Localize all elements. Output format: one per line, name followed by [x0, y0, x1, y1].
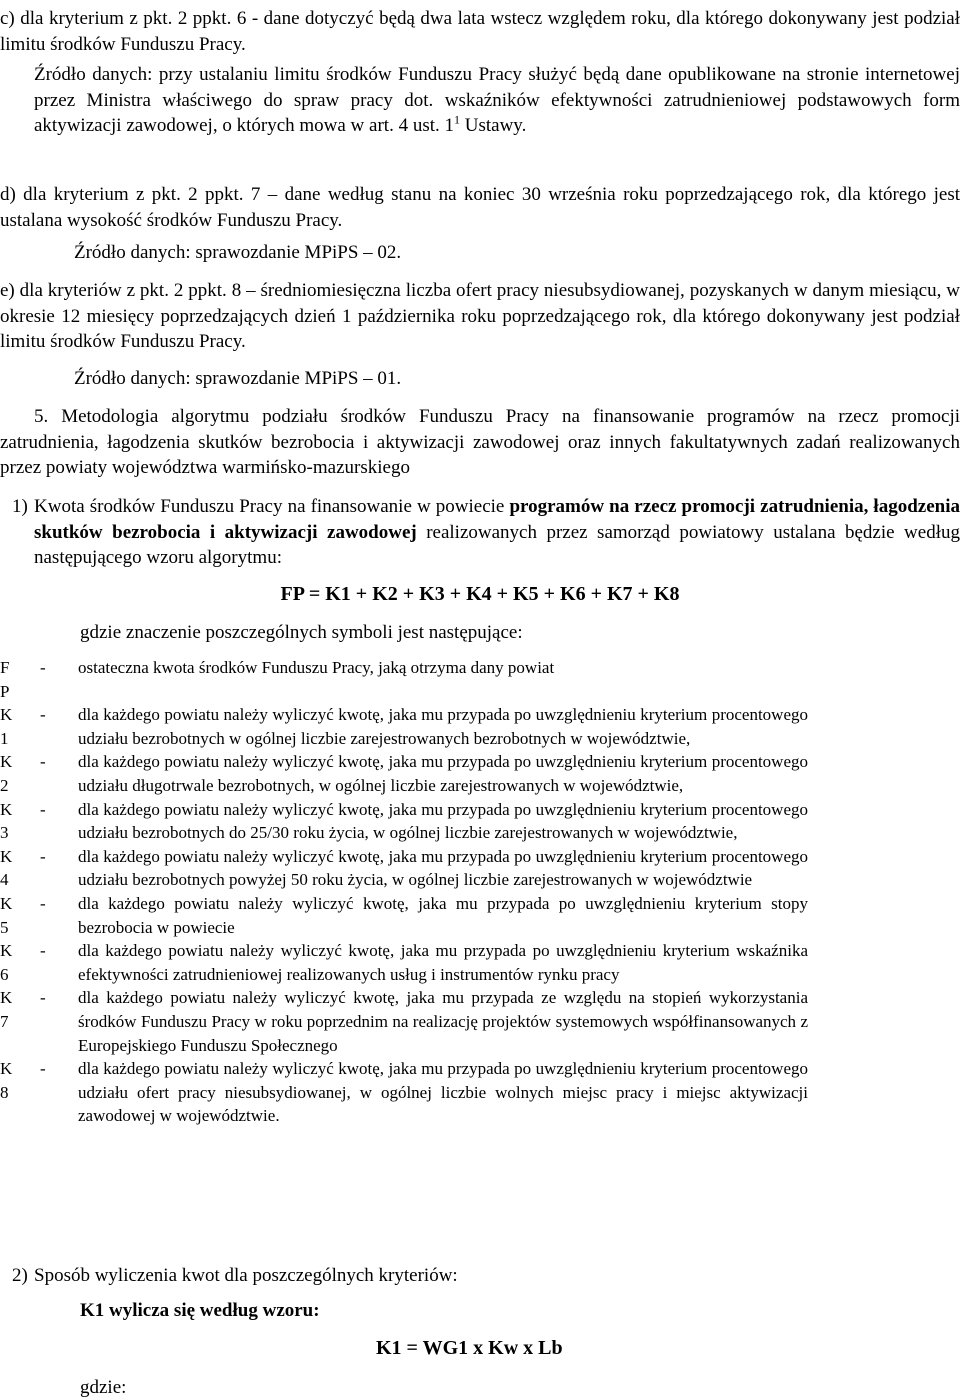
symbol-char: 2: [0, 775, 9, 795]
symbol-letter: [0, 750, 40, 797]
item-1-text: [34, 494, 960, 571]
symbol-dash: -: [40, 846, 46, 866]
symbol-description: ostateczna kwota środków Funduszu Pracy, jaką otrzyma dany powiat: [78, 658, 555, 677]
symbol-row: [0, 1057, 960, 1128]
source-note-d: Źródło danych: sprawozdanie MPiPS – 02.: [74, 242, 402, 263]
symbol-char: K: [0, 752, 13, 772]
symbol-letter: [0, 845, 40, 892]
symbol-description: dla każdego powiatu należy wyliczyć kwotę, jaka mu przypada po uwzględnieniu kryterium procentowego udziału bezrobotnych w ogólnej liczbie zarejestrowanych bezrobotnych w województwie,: [78, 705, 808, 748]
section-5: [0, 404, 960, 481]
symbol-description: dla każdego powiatu należy wyliczyć kwotę, jaka mu przypada po uwzględnieniu kryterium stopy bezrobocia w powiecie: [78, 893, 808, 937]
paragraph-c: c) dla kryterium z pkt. 2 ppkt. 6 - dane dotyczyć będą dwa lata wstecz względem roku, dla którego dokonywany jest podział limitu środków Funduszu Pracy.: [0, 8, 960, 55]
legend-intro: gdzie znaczenie poszczególnych symboli jest następujące:: [80, 622, 523, 643]
symbol-description: dla każdego powiatu należy wyliczyć kwotę, jaka mu przypada ze względu na stopień wykorzystania środków Funduszu Pracy w roku poprzednim na realizację projektów systemowych współfinansowanych z Europejskiego Funduszu Społecznego: [78, 988, 808, 1055]
symbol-description: dla każdego powiatu należy wyliczyć kwotę, jaka mu przypada po uwzględnieniu kryterium procentowego udziału ofert pracy niesubsydiowanej, w ogólnej liczbie wolnych miejsc pracy i miejsc aktywizacji zawodowej w województwie.: [78, 1059, 808, 1126]
symbol-char: F: [0, 658, 10, 677]
source-note-c: [34, 62, 960, 139]
symbol-char: 5: [0, 917, 9, 937]
symbol-row: [0, 798, 960, 845]
symbol-letter: [0, 656, 40, 703]
k1-heading: K1 wylicza się według wzoru:: [80, 1300, 320, 1321]
symbol-char: 6: [0, 964, 9, 984]
symbol-dash: -: [40, 988, 46, 1008]
item-2-text: Sposób wyliczenia kwot dla poszczególnych kryteriów:: [34, 1265, 458, 1286]
symbol-dash: -: [40, 705, 46, 725]
symbol-char: 4: [0, 870, 9, 890]
item-1-text-bold: programów na rzecz promocji zatrudnienia, łagodzenia skutków bezrobocia i aktywizacji zawodowej: [34, 496, 960, 543]
item-2-number: 2): [12, 1265, 28, 1286]
symbol-letter: [0, 1057, 40, 1128]
symbol-char: 3: [0, 823, 9, 843]
gdzie-label: gdzie:: [80, 1377, 127, 1398]
symbol-char: 7: [0, 1011, 9, 1031]
source-note-c-text: Źródło danych: przy ustalaniu limitu środków Funduszu Pracy służyć będą dane opublikowane na stronie internetowej przez Ministra właściwego do spraw pracy dot. wskaźników efektywności zatrudnieniowej podstawowych form aktywizacji zawodowej, o których mowa w art. 4 ust. 1: [34, 64, 960, 136]
symbol-row: [0, 656, 960, 703]
formula-fp: FP = K1 + K2 + K3 + K4 + K5 + K6 + K7 + K8: [280, 583, 680, 605]
symbol-row: [0, 986, 960, 1057]
item-1-text-after: realizowanych przez samorząd powiatowy ustalana będzie według następującego wzoru algorytmu:: [34, 521, 960, 568]
symbol-description: dla każdego powiatu należy wyliczyć kwotę, jaka mu przypada po uwzględnieniu kryterium procentowego udziału bezrobotnych powyżej 50 roku życia, w ogólnej liczbie zarejestrowanych w województwie: [78, 846, 808, 890]
symbol-char: K: [0, 846, 13, 866]
item-1-text-before: Kwota środków Funduszu Pracy na finansowanie w powiecie: [34, 496, 510, 517]
paragraph-d: d) dla kryterium z pkt. 2 ppkt. 7 – dane według stanu na koniec 30 września roku poprzedzającego rok, dla którego jest ustalana wysokość środków Funduszu Pracy.: [0, 184, 960, 231]
symbol-row: [0, 939, 960, 986]
symbol-dash: -: [40, 893, 46, 913]
section-5-text: Metodologia algorytmu podziału środków Funduszu Pracy na finansowanie programów na rzecz promocji zatrudnienia, łagodzenia skutków bezrobocia i aktywizacji zawodowej oraz innych fakultatywnych zadań realizowanych przez powiaty województwa warmińsko-mazurskiego: [0, 406, 960, 478]
symbol-list: [0, 656, 960, 1128]
symbol-char: K: [0, 1059, 13, 1079]
item-2: [0, 1263, 960, 1289]
symbol-row: [0, 892, 960, 939]
section-5-number: 5.: [34, 406, 49, 427]
symbol-dash: -: [40, 752, 46, 772]
item-1: [0, 494, 960, 571]
symbol-char: K: [0, 893, 13, 913]
symbol-letter: [0, 939, 40, 986]
symbol-char: 8: [0, 1082, 9, 1102]
symbol-char: K: [0, 988, 13, 1008]
symbol-description: dla każdego powiatu należy wyliczyć kwotę, jaka mu przypada po uwzględnieniu kryterium procentowego udziału długotrwale bezrobotnych, w ogólnej liczbie zarejestrowanych w województwie,: [78, 752, 808, 795]
symbol-char: K: [0, 799, 13, 819]
symbol-dash: -: [40, 799, 46, 819]
symbol-dash: -: [40, 658, 46, 677]
symbol-letter: [0, 892, 40, 939]
symbol-description: dla każdego powiatu należy wyliczyć kwotę, jaka mu przypada po uwzględnieniu kryterium procentowego udziału bezrobotnych do 25/30 roku życia, w ogólnej liczbie zarejestrowanych w województwie,: [78, 799, 808, 843]
source-note-c-end: Ustawy.: [460, 115, 527, 136]
symbol-row: [0, 845, 960, 892]
source-note-e: Źródło danych: sprawozdanie MPiPS – 01.: [74, 368, 402, 389]
symbol-row: [0, 703, 960, 750]
symbol-dash: -: [40, 941, 46, 961]
footnote-ref: 1: [454, 112, 460, 127]
symbol-description: dla każdego powiatu należy wyliczyć kwotę, jaka mu przypada po uwzględnieniu kryterium wskaźnika efektywności zatrudnieniowej realizowanych usług i instrumentów rynku pracy: [78, 941, 808, 984]
formula-k1-text: K1 = WG1 x Kw x Lb: [376, 1337, 563, 1359]
symbol-letter: [0, 798, 40, 845]
symbol-char: K: [0, 705, 13, 725]
symbol-char: K: [0, 941, 13, 961]
item-1-number: 1): [12, 496, 28, 517]
symbol-dash: -: [40, 1059, 46, 1079]
symbol-char: 1: [0, 728, 9, 748]
symbol-letter: [0, 986, 40, 1057]
symbol-char: P: [0, 681, 10, 701]
symbol-letter: [0, 703, 40, 750]
paragraph-e: e) dla kryteriów z pkt. 2 ppkt. 8 – średniomiesięczna liczba ofert pracy niesubsydiowanej, pozyskanych w danym miesiącu, w okresie 12 miesięcy poprzedzających dzień 1 października roku poprzedzającego rok, dla którego dokonywany jest podział limitu środków Funduszu Pracy.: [0, 280, 960, 352]
symbol-row: [0, 750, 960, 797]
